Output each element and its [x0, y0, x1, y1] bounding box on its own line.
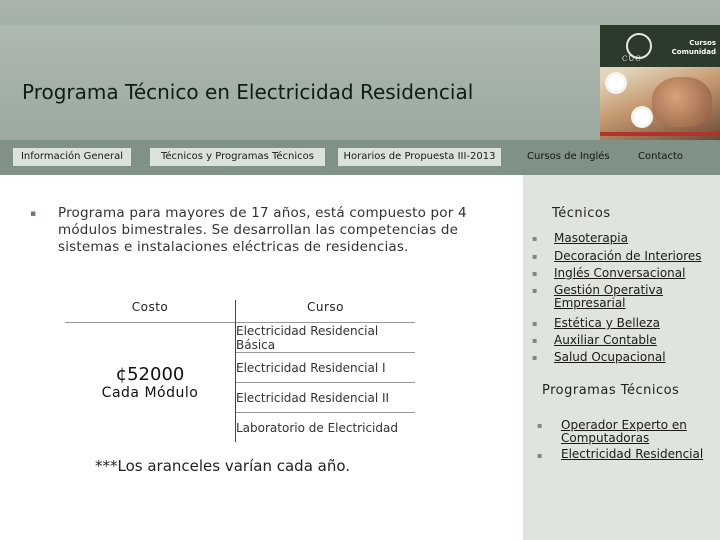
promo-brand-line1: Cursos: [689, 39, 716, 47]
bullet-icon: ▪: [532, 252, 538, 261]
header-banner: [0, 0, 720, 140]
flower-icon: [608, 75, 624, 91]
page-title: Programa Técnico en Electricidad Residencial: [22, 80, 474, 104]
bullet-icon: ▪: [532, 234, 538, 243]
price-unit: Cada Módulo: [101, 385, 199, 401]
column-header-curso: Curso: [236, 300, 416, 323]
column-header-costo: Costo: [131, 300, 169, 314]
price-amount: ¢52000: [115, 364, 185, 385]
table-row: Electricidad Residencial Básica: [236, 323, 416, 353]
bullet-icon: ▪: [537, 451, 543, 460]
sidebar-item-electricidad[interactable]: Electricidad Residencial: [561, 447, 704, 461]
table-row: Laboratorio de Electricidad: [236, 413, 416, 443]
sidebar: [523, 175, 720, 540]
nav-tab-tecnicos[interactable]: Técnicos y Programas Técnicos: [150, 148, 325, 166]
sidebar-item-ingles[interactable]: Inglés Conversacional: [554, 266, 686, 280]
promo-brand: [672, 39, 716, 57]
bullet-icon: ▪: [532, 319, 538, 328]
sidebar-item-operador[interactable]: Operador Experto en Computadoras: [561, 418, 687, 445]
bullet-icon: ▪: [30, 209, 37, 219]
sidebar-item-masoterapia[interactable]: Masoterapia: [554, 231, 628, 245]
sidebar-item-gestion[interactable]: Gestión Operativa Empresarial: [554, 283, 663, 310]
price-note: ***Los aranceles varían cada año.: [95, 457, 351, 475]
sidebar-heading-programas: Programas Técnicos: [542, 383, 680, 398]
program-description: Programa para mayores de 17 años, está compuesto por 4 módulos bimestrales. Se desarrollan las competencias de sistemas e instalaciones eléctricas de residencias.: [58, 205, 467, 255]
cuc-logo-text: CUC: [622, 55, 642, 63]
sidebar-heading-tecnicos: Técnicos: [552, 206, 611, 221]
flower-icon: [634, 109, 650, 125]
massage-photo: [652, 77, 712, 127]
nav-link-contacto[interactable]: Contacto: [638, 151, 684, 162]
nav-bar: [0, 140, 720, 175]
table-row: Electricidad Residencial II: [236, 383, 416, 413]
bullet-icon: ▪: [532, 269, 538, 278]
sidebar-item-decoracion[interactable]: Decoración de Interiores: [554, 249, 702, 263]
promo-brand-line2: Comunidad: [671, 48, 716, 56]
sidebar-item-auxiliar[interactable]: Auxiliar Contable: [554, 333, 657, 347]
nav-tab-horarios[interactable]: Horarios de Propuesta III-2013: [338, 148, 501, 166]
sidebar-item-estetica[interactable]: Estética y Belleza: [554, 316, 660, 330]
bullet-icon: ▪: [537, 421, 543, 430]
bullet-icon: ▪: [532, 286, 538, 295]
nav-tab-informacion-general[interactable]: Información General: [13, 148, 131, 166]
nav-link-cursos-ingles[interactable]: Cursos de Inglés: [527, 151, 610, 162]
bullet-icon: ▪: [532, 353, 538, 362]
promo-strip: [600, 132, 720, 136]
table-row: Electricidad Residencial I: [236, 353, 416, 383]
price-table: [65, 300, 415, 442]
bullet-icon: ▪: [532, 336, 538, 345]
promo-image: [600, 25, 720, 140]
sidebar-item-salud[interactable]: Salud Ocupacional: [554, 350, 666, 364]
price-cell: [65, 323, 236, 443]
